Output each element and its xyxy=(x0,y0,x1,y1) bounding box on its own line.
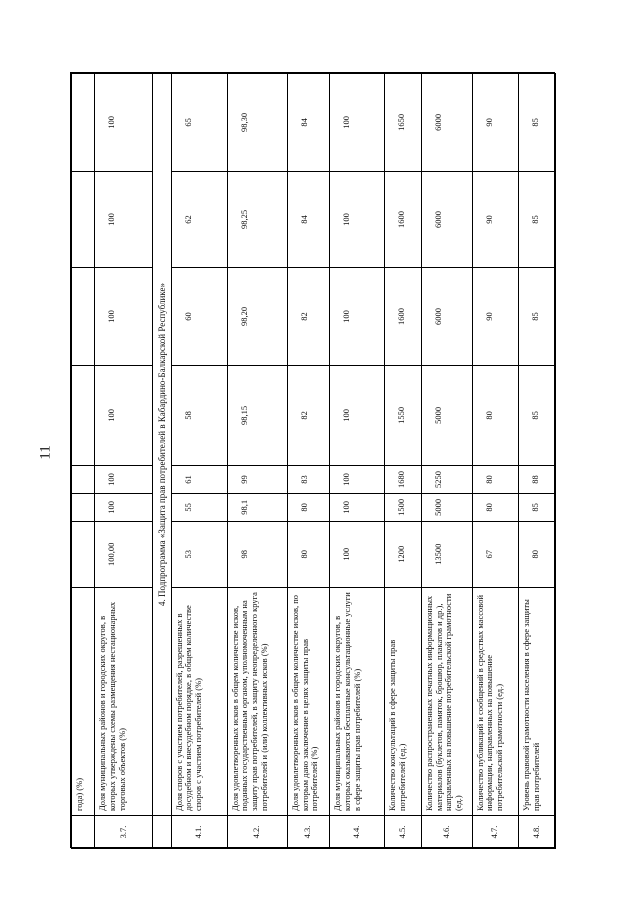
indicator-value: 80 xyxy=(287,521,329,587)
indicator-value: 90 xyxy=(472,171,518,267)
indicator-value: 61 xyxy=(171,465,227,493)
indicator-value: 1200 xyxy=(384,521,421,587)
indicator-value: 1500 xyxy=(384,493,421,521)
indicator-value: 100 xyxy=(95,493,153,521)
indicator-value: 100 xyxy=(95,74,153,172)
indicator-value: 62 xyxy=(171,171,227,267)
indicator-value: 90 xyxy=(472,268,518,366)
indicator-value: 85 xyxy=(518,493,555,521)
indicator-value: 80 xyxy=(472,365,518,465)
indicator-name: Доля удовлетворенных исков в общем количестве исков, поданных государственным органом, уполномоченным на защиту прав потребителей, в защиту неопределенного круга потребителей и (или) коллективных исков (%) xyxy=(227,587,287,815)
indicator-value: 5250 xyxy=(421,465,472,493)
page-number: 11 xyxy=(37,445,54,460)
indicator-value: 85 xyxy=(518,365,555,465)
indicator-value: 82 xyxy=(287,268,329,366)
num-cell-empty xyxy=(153,816,171,849)
indicator-value: 98,1 xyxy=(227,493,287,521)
indicator-name: Количество консультаций в сфере защиты прав потребителей (ед.) xyxy=(384,587,421,815)
row-number: 3.7. xyxy=(95,816,153,849)
indicator-value: 1600 xyxy=(384,171,421,267)
indicator-value: 60 xyxy=(171,268,227,366)
indicators-table xyxy=(71,73,556,849)
value-cell-empty xyxy=(72,74,95,172)
indicator-value: 65 xyxy=(171,74,227,172)
value-cell-empty xyxy=(72,365,95,465)
num-cell-empty xyxy=(72,816,95,849)
value-cell-empty xyxy=(72,171,95,267)
table-row xyxy=(227,74,287,849)
indicator-value: 98,20 xyxy=(227,268,287,366)
indicator-name: Доля муниципальных районов и городских округов, в которых оказываются бесплатные консультационные услуги в сфере защиты прав потребителей (%) xyxy=(329,587,384,815)
indicator-value: 99 xyxy=(227,465,287,493)
indicator-value: 100 xyxy=(95,465,153,493)
indicators-table-frame xyxy=(70,72,555,848)
rotated-table-container xyxy=(71,73,556,849)
indicator-value: 55 xyxy=(171,493,227,521)
indicator-value: 84 xyxy=(287,171,329,267)
row-number: 4.5. xyxy=(384,816,421,849)
indicator-value: 83 xyxy=(287,465,329,493)
indicator-name: Количество публикаций и сообщений в средствах массовой информации, направленных на повышение потребительской грамотности (ед.) xyxy=(472,587,518,815)
indicator-value: 85 xyxy=(518,171,555,267)
row-number: 4.6. xyxy=(421,816,472,849)
indicator-value: 6000 xyxy=(421,74,472,172)
indicator-name: Доля споров с участием потребителей, разрешенных в досудебном и внесудебном порядке, в общем количестве споров с участием потребителей (%) xyxy=(171,587,227,815)
indicator-value: 85 xyxy=(518,268,555,366)
section-row xyxy=(153,74,171,849)
indicator-value: 98 xyxy=(227,521,287,587)
indicator-value: 88 xyxy=(518,465,555,493)
indicator-value: 100 xyxy=(329,493,384,521)
row-number: 4.3. xyxy=(287,816,329,849)
value-cell-empty xyxy=(72,493,95,521)
indicator-value: 58 xyxy=(171,365,227,465)
table-body xyxy=(72,74,556,849)
indicator-name: Доля муниципальных районов и городских округов, в которых утверждены схемы размещения нестационарных торговых объектов (%) xyxy=(95,587,153,815)
table-row-fragment xyxy=(72,74,95,849)
indicator-value: 1600 xyxy=(384,268,421,366)
indicator-value: 100 xyxy=(95,268,153,366)
table-row xyxy=(171,74,227,849)
indicator-value: 80 xyxy=(472,493,518,521)
table-row xyxy=(95,74,153,849)
row-number: 4.8. xyxy=(518,816,555,849)
indicator-value: 6000 xyxy=(421,171,472,267)
indicator-value: 6000 xyxy=(421,268,472,366)
row-number: 4.2. xyxy=(227,816,287,849)
indicator-value: 98,30 xyxy=(227,74,287,172)
indicator-value: 1680 xyxy=(384,465,421,493)
indicator-value: 5000 xyxy=(421,493,472,521)
indicator-value: 98,15 xyxy=(227,365,287,465)
indicator-name: Уровень правовой грамотности населения в сфере защиты прав потребителей xyxy=(518,587,555,815)
row-number: 4.1. xyxy=(171,816,227,849)
indicator-value: 98,25 xyxy=(227,171,287,267)
table-row xyxy=(421,74,472,849)
table-row xyxy=(384,74,421,849)
indicator-name: Количество распространенных печатных информационных материалов (буклетов, памяток, брошюр, плакатов и др.), направленных на повышение потребительской грамотности (ед.) xyxy=(421,587,472,815)
indicator-value: 100 xyxy=(329,465,384,493)
indicator-value: 100 xyxy=(329,74,384,172)
row-number: 4.4. xyxy=(329,816,384,849)
table-row xyxy=(518,74,555,849)
indicator-value: 80 xyxy=(518,521,555,587)
indicator-value: 1550 xyxy=(384,365,421,465)
indicator-value: 85 xyxy=(518,74,555,172)
indicator-value: 80 xyxy=(287,493,329,521)
indicator-value: 53 xyxy=(171,521,227,587)
indicator-value: 80 xyxy=(472,465,518,493)
indicator-value: 100 xyxy=(329,365,384,465)
indicator-name: Доля удовлетворенных исков в общем количестве исков, по которым дано заключение в целях защиты прав потребителей (%) xyxy=(287,587,329,815)
indicator-value: 90 xyxy=(472,74,518,172)
indicator-value: 5000 xyxy=(421,365,472,465)
indicator-value: 84 xyxy=(287,74,329,172)
indicator-value: 100,00 xyxy=(95,521,153,587)
indicator-value: 1650 xyxy=(384,74,421,172)
value-cell-empty xyxy=(72,521,95,587)
value-cell-empty xyxy=(72,268,95,366)
table-row xyxy=(472,74,518,849)
indicator-value: 100 xyxy=(95,171,153,267)
indicator-value: 13500 xyxy=(421,521,472,587)
indicator-value: 100 xyxy=(329,268,384,366)
table-row xyxy=(287,74,329,849)
row-number: 4.7. xyxy=(472,816,518,849)
indicator-value: 100 xyxy=(95,365,153,465)
value-cell-empty xyxy=(72,465,95,493)
name-cell: года) (%) xyxy=(72,587,95,815)
table-row xyxy=(329,74,384,849)
indicator-value: 100 xyxy=(329,171,384,267)
indicator-value: 67 xyxy=(472,521,518,587)
indicator-value: 100 xyxy=(329,521,384,587)
section-title: 4. Подпрограмма «Защита прав потребителей в Кабардино-Балкарской Республике» xyxy=(153,74,171,816)
indicator-value: 82 xyxy=(287,365,329,465)
